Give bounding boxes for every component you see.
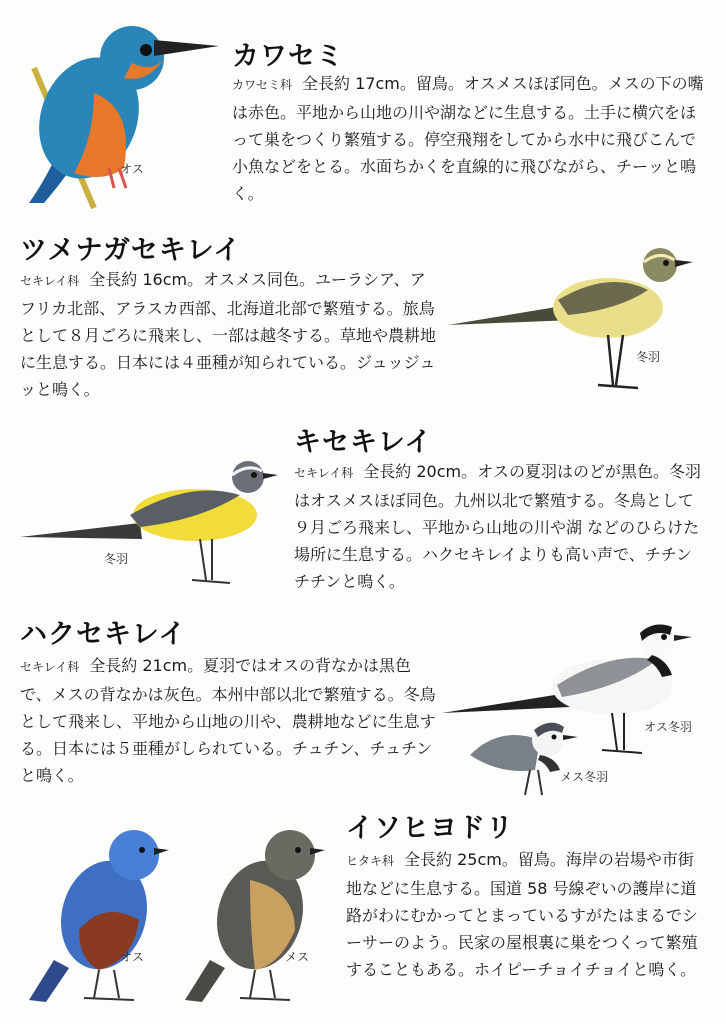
yellow-wagtail-title: ツメナガセキレイ bbox=[20, 235, 242, 266]
white-wagtail-female-illustration bbox=[470, 715, 590, 800]
white-wagtail-female-caption: メス冬羽 bbox=[560, 770, 609, 784]
white-wagtail-title: ハクセキレイ bbox=[20, 619, 187, 650]
kingfisher-title: カワセミ bbox=[232, 41, 344, 72]
white-wagtail-description bbox=[20, 652, 440, 789]
rock-thrush-title: イソヒヨドリ bbox=[346, 813, 514, 844]
kingfisher-family: カワセミ科 bbox=[232, 78, 293, 92]
white-wagtail-family: セキレイ科 bbox=[20, 660, 80, 674]
yellow-wagtail-caption: 冬羽 bbox=[636, 350, 661, 364]
rock-thrush-female-illustration bbox=[180, 820, 330, 1005]
grey-wagtail-family: セキレイ科 bbox=[294, 466, 354, 480]
yellow-wagtail-text: 全長約 16cm。オスメス同色。ユーラシア、アフリカ北部、アラスカ西部、北海道北部で繁殖する。旅鳥として８月ごろに飛来し、一部は越冬する。草地や農耕地に生息する。日本には４亜種が知られている。ジュッジュッと鳴く。 bbox=[20, 270, 437, 399]
kingfisher-description bbox=[232, 70, 706, 207]
white-wagtail-text: 全長約 21cm。夏羽ではオスの背なかは黒色で、メスの背なかは灰色。本州中部以北で繁殖する。冬鳥として飛来し、平地から山地の川や、農耕地などに生息する。日本には５亜種がしられている。チュチン、チュチンと鳴く。 bbox=[20, 656, 436, 785]
rock-thrush-female-caption: メス bbox=[285, 950, 310, 964]
grey-wagtail-text: 全長約 20cm。オスの夏羽はのどが黒色。冬羽はオスメスほぼ同色。九州以北で繁殖する。冬鳥として９月ごろ飛来し、平地から山地の川や湖 などのひらけた場所に生息する。ハクセキレイよりも高い声で、チチンチチンと鳴く。 bbox=[294, 462, 701, 591]
rock-thrush-family: ヒタキ科 bbox=[346, 854, 395, 868]
rock-thrush-male-caption: オス bbox=[120, 950, 144, 964]
kingfisher-text: 全長約 17cm。留鳥。オスメスほぼ同色。メスの下の嘴は赤色。平地から山地の川や湖などに生息する。土手に横穴をほって巣をつくり繁殖する。停空飛翔をしてから水中に飛びこんで小魚などをとる。水面ちかくを直線的に飛びながら、チーッと鳴く。 bbox=[232, 74, 704, 203]
white-wagtail-male-caption: オス冬羽 bbox=[644, 720, 692, 734]
yellow-wagtail-description bbox=[20, 266, 440, 403]
yellow-wagtail-family: セキレイ科 bbox=[20, 274, 80, 288]
grey-wagtail-caption: 冬羽 bbox=[104, 552, 129, 566]
rock-thrush-text: 全長約 25cm。留鳥。海岸の岩場や市街地などに生息する。国道 58 号線ぞいの護岸に道路がわにむかってとまっているすがたはまるでシーサーのよう。民家の屋根裏に巣をつくって繁殖することもある。ホイピーチョイチョイと鳴く。 bbox=[346, 850, 698, 979]
grey-wagtail-illustration bbox=[20, 455, 280, 595]
kingfisher-caption: オス bbox=[120, 162, 144, 176]
yellow-wagtail-illustration bbox=[448, 240, 698, 400]
rock-thrush-male-illustration bbox=[24, 820, 174, 1005]
rock-thrush-description bbox=[346, 846, 706, 983]
kingfisher-illustration bbox=[14, 18, 229, 208]
grey-wagtail-title: キセキレイ bbox=[294, 427, 433, 458]
grey-wagtail-description bbox=[294, 458, 706, 595]
